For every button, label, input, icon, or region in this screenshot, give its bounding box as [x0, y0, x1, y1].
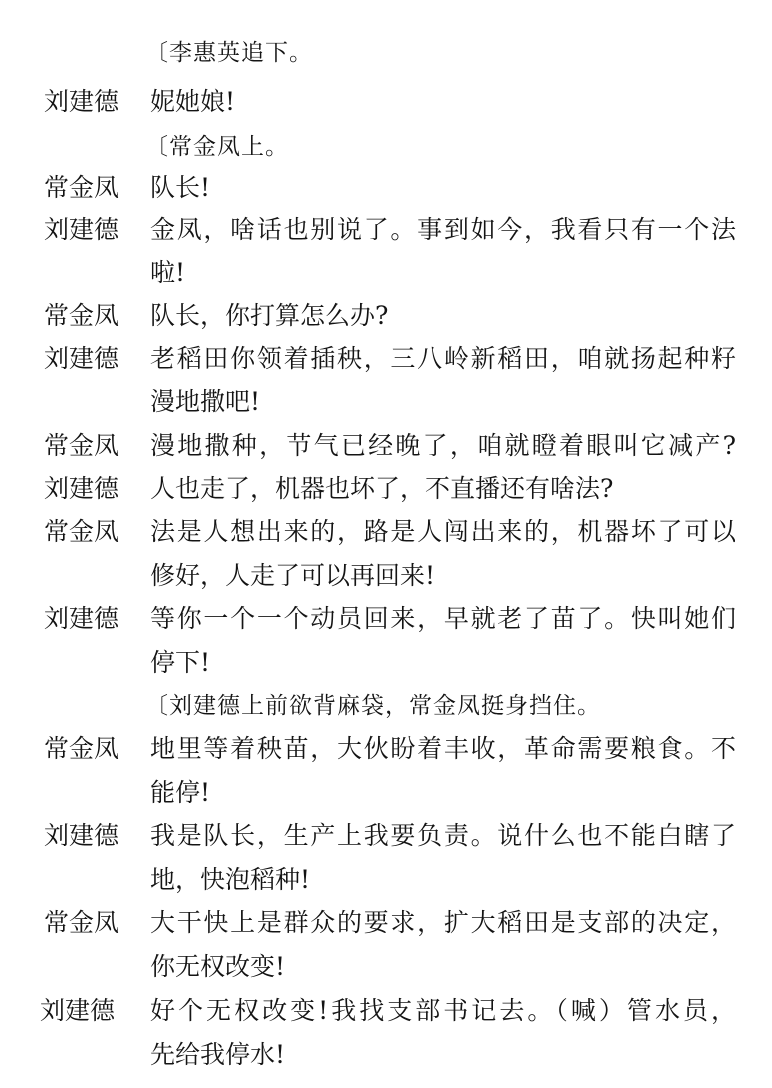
dialogue-line: 好个无权改变!我找支部书记去。（喊）管水员， — [150, 996, 736, 1025]
speaker-name: 刘建德 — [44, 87, 120, 116]
stage-direction: 〔常金凤上。 — [145, 134, 289, 160]
speaker-name: 刘建德 — [44, 604, 120, 633]
speaker-name: 常金凤 — [44, 734, 120, 763]
speaker-name: 常金凤 — [44, 908, 120, 937]
dialogue-line: 停下! — [150, 648, 211, 677]
dialogue-line: 啦! — [150, 258, 186, 287]
speaker-name: 刘建德 — [44, 821, 120, 850]
dialogue-line: 金凤，啥话也别说了。事到如今，我看只有一个法 — [150, 215, 736, 244]
dialogue-line: 先给我停水! — [150, 1040, 286, 1069]
speaker-name: 刘建德 — [44, 215, 120, 244]
dialogue-line: 能停! — [150, 778, 211, 807]
dialogue-line: 我是队长，生产上我要负责。说什么也不能白瞎了 — [150, 821, 736, 850]
dialogue-line: 人也走了，机器也坏了，不直播还有啥法? — [150, 474, 614, 503]
dialogue-line: 妮她娘! — [150, 87, 236, 116]
dialogue-line: 队长! — [150, 173, 211, 202]
dialogue-line: 队长，你打算怎么办? — [150, 301, 389, 330]
dialogue-line: 地，快泡稻种! — [150, 865, 311, 894]
dialogue-line: 漫地撒吧! — [150, 387, 261, 416]
dialogue-line: 法是人想出来的，路是人闯出来的，机器坏了可以 — [150, 517, 736, 546]
stage-direction: 〔刘建德上前欲背麻袋，常金凤挺身挡住。 — [145, 693, 601, 719]
dialogue-line: 等你一个一个动员回来，早就老了苗了。快叫她们 — [150, 604, 736, 633]
dialogue-line: 地里等着秧苗，大伙盼着丰收，革命需要粮食。不 — [150, 734, 736, 763]
dialogue-line: 老稻田你领着插秧，三八岭新稻田，咱就扬起种籽 — [150, 344, 736, 373]
speaker-name: 常金凤 — [44, 301, 120, 330]
speaker-name: 刘建德 — [44, 474, 120, 503]
dialogue-line: 你无权改变! — [150, 952, 286, 981]
dialogue-line: 修好，人走了可以再回来! — [150, 561, 436, 590]
dialogue-line: 大干快上是群众的要求，扩大稻田是支部的决定， — [150, 908, 736, 937]
speaker-name: 常金凤 — [44, 431, 120, 460]
speaker-name: 常金凤 — [44, 517, 120, 546]
speaker-name: 刘建德 — [44, 344, 120, 373]
stage-direction: 〔李惠英追下。 — [145, 40, 313, 66]
dialogue-line: 漫地撒种，节气已经晚了，咱就瞪着眼叫它减产? — [150, 431, 736, 460]
speaker-name: 刘建德 — [40, 996, 116, 1025]
speaker-name: 常金凤 — [44, 173, 120, 202]
